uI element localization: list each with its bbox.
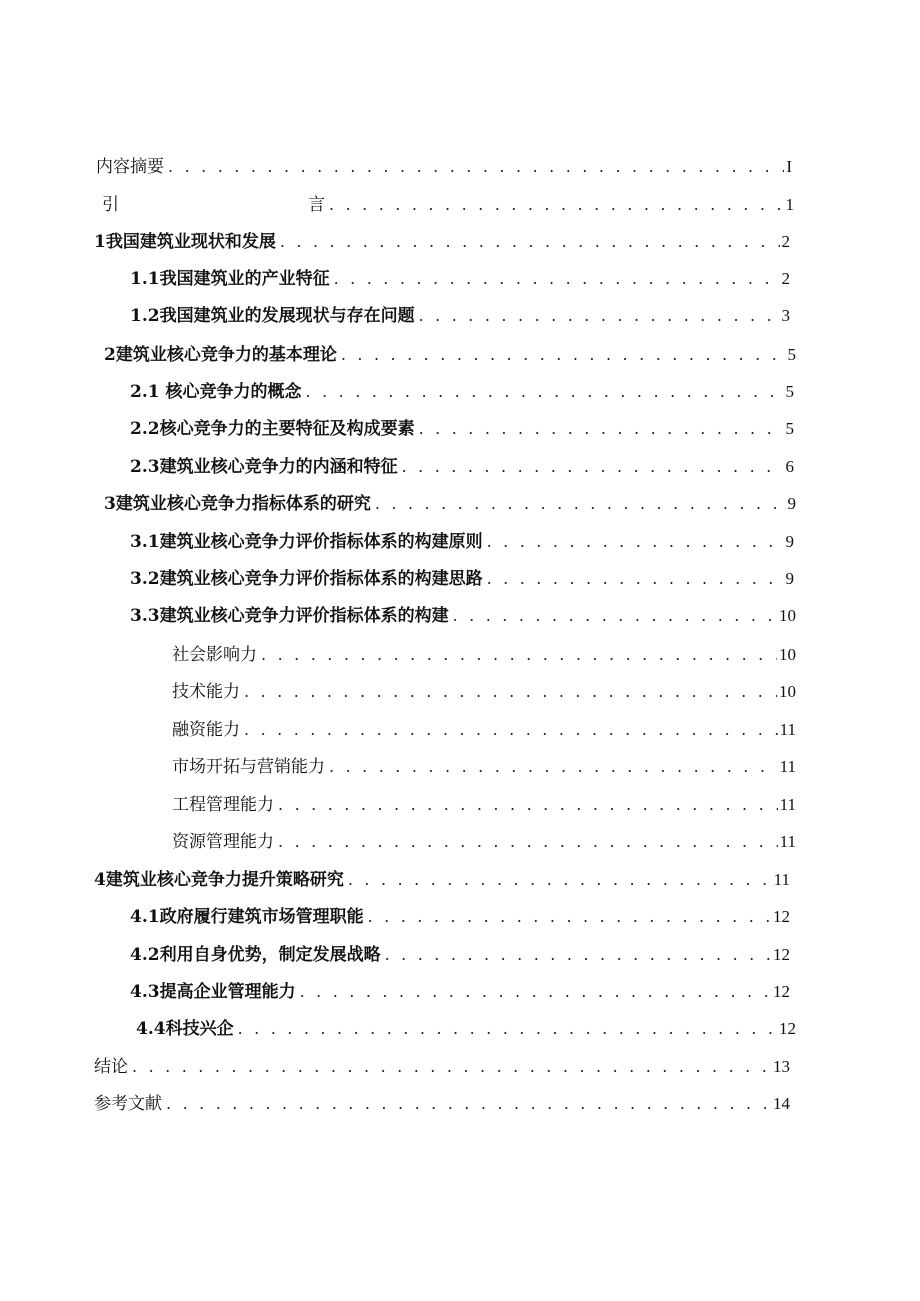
dot-leader xyxy=(240,715,778,745)
dot-leader xyxy=(162,1089,771,1119)
toc-entry-title: 参考文献 xyxy=(94,1094,162,1114)
toc-entry-title: 2建筑业核心竞争力的基本理论 xyxy=(104,345,337,365)
dot-leader xyxy=(337,340,786,370)
toc-page-number: 5 xyxy=(785,382,794,401)
dot-leader xyxy=(483,527,784,557)
toc-entry-section-1-1[interactable] xyxy=(130,264,790,294)
toc-page-number: 11 xyxy=(779,795,796,814)
toc-entry-title-part: 言 xyxy=(308,195,325,215)
toc-page-number: 9 xyxy=(787,494,796,513)
dot-leader xyxy=(240,677,777,707)
toc-entry-title: 4.2利用自身优势，制定发展战略 xyxy=(130,945,381,965)
toc-page-number: 11 xyxy=(779,832,796,851)
toc-page-number: 6 xyxy=(785,457,794,476)
toc-entry-chapter-2[interactable] xyxy=(104,340,796,370)
dot-leader xyxy=(274,827,778,857)
toc-page-number: 10 xyxy=(779,606,796,625)
toc-page-number: 11 xyxy=(773,870,790,889)
toc-entry-title xyxy=(102,190,325,220)
dot-leader xyxy=(330,264,780,294)
dot-leader xyxy=(381,940,771,970)
toc-entry-title: 3.3建筑业核心竞争力评价指标体系的构建 xyxy=(130,606,449,626)
toc-entry-title: 2.1 核心竞争力的概念 xyxy=(130,382,302,402)
toc-entry-title: 3.2建筑业核心竞争力评价指标体系的构建思路 xyxy=(130,569,483,589)
toc-entry-financing-capability[interactable] xyxy=(172,715,796,745)
dot-leader xyxy=(325,752,778,782)
toc-page-number: 12 xyxy=(773,907,790,926)
toc-page-number: 13 xyxy=(773,1057,790,1076)
toc-entry-title-part: 引 xyxy=(102,195,119,215)
toc-entry-title: 1我国建筑业现状和发展 xyxy=(94,232,276,252)
toc-entry-social-influence[interactable] xyxy=(172,640,796,670)
toc-page-number: 10 xyxy=(779,682,796,701)
toc-entry-engineering-management[interactable] xyxy=(172,790,796,820)
toc-page-number: 5 xyxy=(785,419,794,438)
toc-entry-section-3-2[interactable] xyxy=(130,564,794,594)
dot-leader xyxy=(344,865,772,895)
dot-leader xyxy=(398,452,784,482)
toc-entry-title: 4.3提高企业管理能力 xyxy=(130,982,296,1002)
dot-leader xyxy=(483,564,784,594)
toc-entry-introduction[interactable] xyxy=(102,190,794,220)
dot-leader xyxy=(257,640,777,670)
dot-leader xyxy=(234,1014,777,1044)
toc-page-number: 10 xyxy=(779,645,796,664)
toc-entry-title: 1.2我国建筑业的发展现状与存在问题 xyxy=(130,306,415,326)
toc-entry-section-4-1[interactable] xyxy=(130,902,790,932)
dot-leader xyxy=(449,601,777,631)
dot-leader xyxy=(128,1052,771,1082)
toc-entry-section-4-3[interactable] xyxy=(130,977,790,1007)
toc-entry-technical-capability[interactable] xyxy=(172,677,796,707)
toc-entry-resource-management[interactable] xyxy=(172,827,796,857)
toc-entry-section-1-2[interactable] xyxy=(130,301,790,331)
toc-entry-title: 4.4科技兴企 xyxy=(136,1019,234,1039)
dot-leader xyxy=(364,902,771,932)
dot-leader xyxy=(274,790,778,820)
toc-page-number: 12 xyxy=(773,945,790,964)
toc-page-number: 3 xyxy=(781,306,790,325)
toc-entry-title: 结论 xyxy=(94,1057,128,1077)
toc-page-number: 5 xyxy=(787,345,796,364)
toc-entry-title: 4建筑业核心竞争力提升策略研究 xyxy=(94,870,344,890)
toc-page-number: 14 xyxy=(773,1094,790,1113)
toc-entry-section-3-3[interactable] xyxy=(130,601,796,631)
toc-page-number: 12 xyxy=(773,982,790,1001)
toc-entry-chapter-1[interactable] xyxy=(94,227,790,257)
toc-page-number: 12 xyxy=(779,1019,796,1038)
toc-entry-title: 市场开拓与营销能力 xyxy=(172,757,325,777)
dot-leader xyxy=(164,152,784,182)
dot-leader xyxy=(325,190,784,220)
toc-entry-title: 3.1建筑业核心竞争力评价指标体系的构建原则 xyxy=(130,532,483,552)
toc-entry-title: 社会影响力 xyxy=(172,645,257,665)
toc-page-number: 2 xyxy=(781,232,790,251)
toc-entry-section-4-2[interactable] xyxy=(130,940,790,970)
toc-entry-marketing-capability[interactable] xyxy=(172,752,796,782)
toc-page-number: 11 xyxy=(779,757,796,776)
toc-page-number: 1 xyxy=(785,195,794,214)
toc-page-number: 11 xyxy=(779,720,796,739)
toc-entry-section-2-2[interactable] xyxy=(130,414,794,444)
toc-page-number: 9 xyxy=(785,532,794,551)
dot-leader xyxy=(276,227,780,257)
toc-entry-chapter-3[interactable] xyxy=(104,489,796,519)
toc-page-number: 2 xyxy=(781,269,790,288)
toc-entry-title: 3建筑业核心竞争力指标体系的研究 xyxy=(104,494,371,514)
toc-entry-section-2-3[interactable] xyxy=(130,452,794,482)
dot-leader xyxy=(415,414,784,444)
toc-entry-title: 1.1我国建筑业的产业特征 xyxy=(130,269,330,289)
toc-entry-title: 内容摘要 xyxy=(96,157,164,177)
toc-entry-abstract[interactable] xyxy=(96,152,792,182)
toc-entry-chapter-4[interactable] xyxy=(94,865,790,895)
toc-page-number: 9 xyxy=(785,569,794,588)
dot-leader xyxy=(371,489,786,519)
toc-entry-title: 融资能力 xyxy=(172,720,240,740)
toc-entry-references[interactable] xyxy=(94,1089,790,1119)
toc-entry-title: 4.1政府履行建筑市场管理职能 xyxy=(130,907,364,927)
toc-entry-title: 资源管理能力 xyxy=(172,832,274,852)
toc-entry-conclusion[interactable] xyxy=(94,1052,790,1082)
toc-entry-section-2-1[interactable] xyxy=(130,377,794,407)
toc-entry-section-4-4[interactable] xyxy=(136,1014,796,1044)
toc-entry-title: 2.3建筑业核心竞争力的内涵和特征 xyxy=(130,457,398,477)
toc-entry-title: 技术能力 xyxy=(172,682,240,702)
dot-leader xyxy=(415,301,780,331)
toc-entry-section-3-1[interactable] xyxy=(130,527,794,557)
toc-entry-title: 工程管理能力 xyxy=(172,795,274,815)
dot-leader xyxy=(302,377,784,407)
toc-entry-title: 2.2核心竞争力的主要特征及构成要素 xyxy=(130,419,415,439)
toc-page-number: I xyxy=(786,157,792,176)
dot-leader xyxy=(296,977,771,1007)
